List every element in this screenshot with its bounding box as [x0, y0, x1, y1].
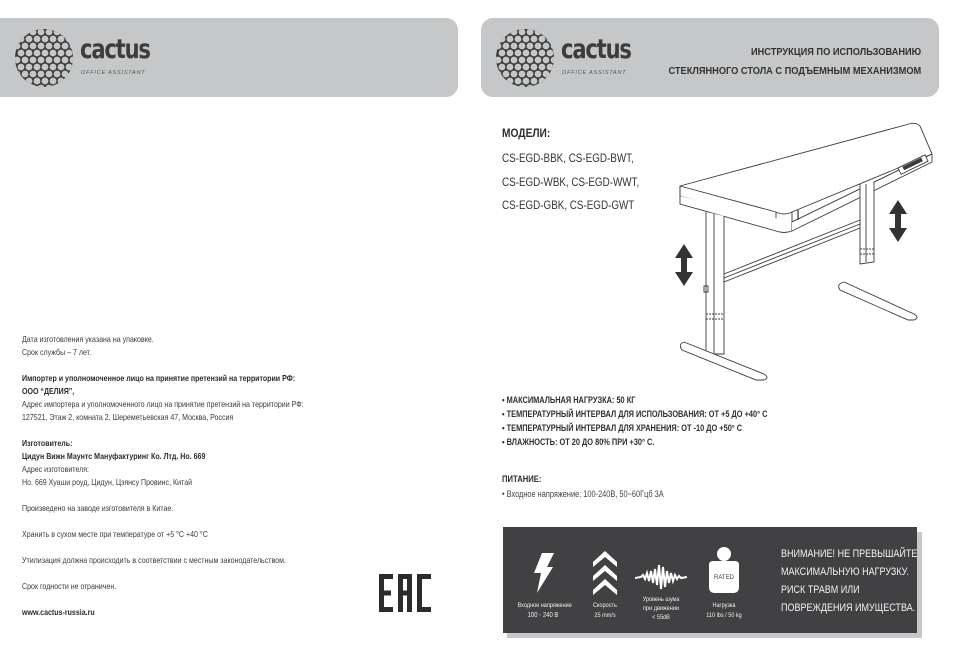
importer-address: 127521, Этаж 2, комната 2, Шереметьевская 47, Москва, Россия: [22, 412, 234, 422]
importer-address-label: Адрес импортера и уполномоченного лицо на принятие претензий на территории РФ:: [22, 399, 304, 409]
disposal-note: Утилизация должна происходить в соответствии с местным законодательством.: [22, 555, 286, 565]
spec-storage-temperature: • ТЕМПЕРАТУРНЫЙ ИНТЕРВАЛ ДЛЯ ХРАНЕНИЯ: ОТ -10 ДО +50° С: [502, 423, 743, 433]
spec-max-load: • МАКСИМАЛЬНАЯ НАГРУЗКА: 50 КГ: [502, 395, 636, 405]
service-life: Срок службы – 7 лет.: [22, 347, 92, 357]
warning-text: [781, 545, 917, 617]
shelf-life-note: Срок годности не ограничен.: [22, 581, 117, 591]
manufacturer-name: Цидун Вижн Маунтс Мануфактуринг Ко. Лтд. Но. 669: [22, 451, 206, 461]
manufacturer-address: Но. 669 Хуаши роуд, Цидун, Цзянсу Провинс, Китай: [22, 477, 193, 487]
honeycomb-logo-icon: [14, 28, 74, 88]
warning-line: МАКСИМАЛЬНУЮ НАГРУЗКУ.: [781, 566, 909, 578]
model-line: CS-EGD-GBK, CS-EGD-GWT: [502, 198, 635, 212]
height-arrow-icon: [889, 200, 907, 242]
storage-note: Хранить в сухом месте при температуре от +5 °C +40 °C: [22, 529, 208, 539]
feature-speed-value: 25 mm/s: [594, 612, 616, 619]
feature-speed: [585, 527, 625, 633]
specifications-list: [502, 393, 826, 449]
power-title: ПИТАНИЕ:: [502, 474, 542, 484]
standing-desk-illustration: [664, 114, 944, 394]
spec-humidity: • ВЛАЖНОСТЬ: ОТ 20 ДО 80% ПРИ +30° С.: [502, 437, 655, 447]
brand-name: cactus: [80, 34, 150, 65]
height-arrow-icon: [675, 244, 693, 286]
document-title-line-1: ИНСТРУКЦИЯ ПО ИСПОЛЬЗОВАНИЮ: [750, 46, 921, 58]
feature-noise: [633, 527, 689, 633]
weight-badge-text: RATED: [714, 575, 734, 581]
feature-noise-condition: при движении: [643, 605, 679, 612]
cactus-logo: [495, 28, 635, 88]
lightning-icon: [532, 553, 554, 593]
warning-line: ПОВРЕЖДЕНИЯ ИМУЩЕСТВА.: [781, 602, 916, 614]
feature-speed-label: Скорость: [593, 602, 617, 609]
left-header-bar: [0, 18, 458, 97]
feature-noise-value: < 55dB: [652, 614, 670, 621]
weight-icon: [709, 547, 739, 593]
importer-name: ООО “ДЕЛИЯ”,: [22, 386, 75, 396]
manufacturer-title: Изготовитель:: [22, 438, 73, 448]
manufacture-date-note: Дата изготовления указана на упаковке.: [22, 334, 154, 344]
warning-line: ВНИМАНИЕ! НЕ ПРЕВЫШАЙТЕ: [781, 548, 918, 560]
cactus-logo: [14, 28, 154, 88]
brand-tagline: OFFICE ASSISTANT: [81, 70, 146, 76]
feature-voltage-label: Входное напряжение: [517, 602, 572, 609]
made-in-note: Произведено на заводе изготовителя в Китае.: [22, 503, 174, 513]
feature-noise-label: Уровень шума: [642, 596, 680, 603]
feature-load: [697, 527, 751, 633]
feature-voltage-value: 100 - 240 В: [527, 612, 559, 619]
model-line: CS-EGD-BBK, CS-EGD-BWT,: [502, 151, 634, 165]
brand-name: cactus: [561, 34, 631, 65]
chevrons-up-icon: [593, 551, 617, 595]
spec-operating-temperature: • ТЕМПЕРАТУРНЫЙ ИНТЕРВАЛ ДЛЯ ИСПОЛЬЗОВАНИЯ: ОТ +5 ДО +40° С: [502, 409, 768, 419]
warning-line: РИСК ТРАВМ ИЛИ: [781, 584, 860, 596]
right-header-bar: [481, 18, 939, 97]
importer-title: Импортер и уполномоченное лицо на принятие претензий на территории РФ:: [22, 373, 296, 383]
model-line: CS-EGD-WBK, CS-EGD-WWT,: [502, 174, 640, 189]
honeycomb-logo-icon: [495, 28, 555, 88]
document-title: [668, 43, 921, 81]
sound-wave-icon: [635, 563, 687, 591]
website-link[interactable]: www.cactus-russia.ru: [22, 607, 95, 617]
feature-load-value: 110 lbs / 50 kg: [706, 612, 742, 619]
brand-tagline: OFFICE ASSISTANT: [562, 70, 627, 76]
models-section: [502, 126, 669, 218]
feature-load-label: Нагрузка: [712, 602, 736, 609]
legal-info: [22, 333, 352, 619]
models-title: МОДЕЛИ:: [502, 126, 551, 140]
features-panel: [503, 527, 917, 633]
eac-certification-mark: [377, 574, 433, 612]
document-title-line-2: СТЕКЛЯННОГО СТОЛА С ПОДЪЕМНЫМ МЕХАНИЗМОМ: [668, 65, 921, 77]
feature-voltage: [513, 527, 573, 633]
power-input-voltage: • Входное напряжение: 100-240В, 50~60Гцб 3А: [502, 489, 664, 499]
manufacturer-address-label: Адрес изготовителя:: [22, 464, 90, 474]
power-section: [502, 474, 699, 499]
